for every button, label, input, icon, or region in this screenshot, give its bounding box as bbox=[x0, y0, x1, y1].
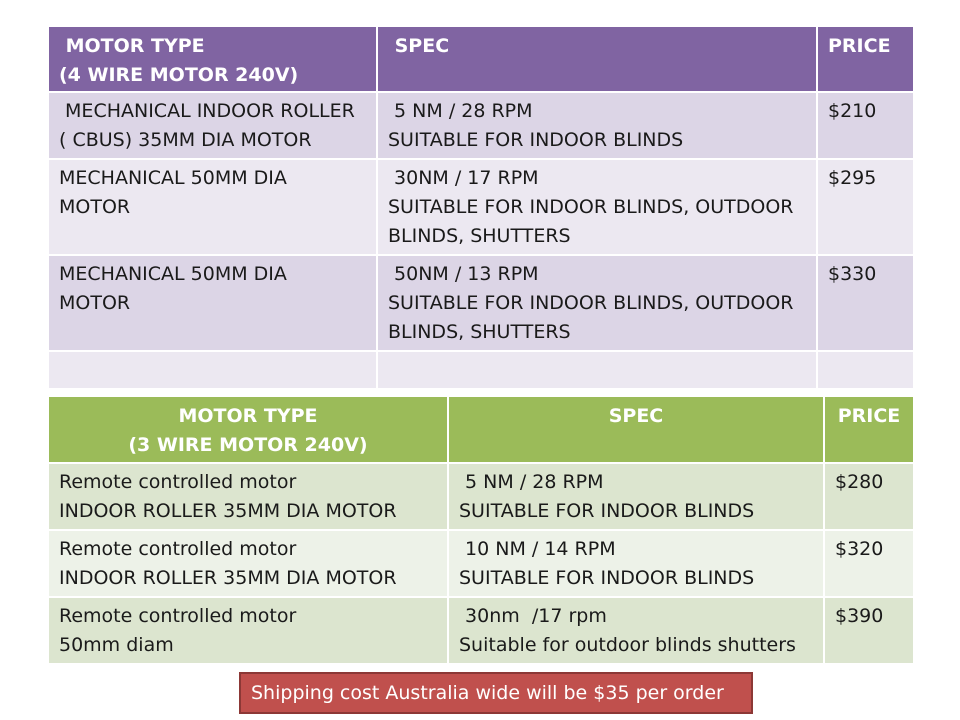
cell-spec: 5 NM / 28 RPM SUITABLE FOR INDOOR BLINDS bbox=[448, 463, 824, 530]
cell-motor-type: Remote controlled motor INDOOR ROLLER 35MM DIA MOTOR bbox=[48, 463, 448, 530]
table-row bbox=[48, 255, 914, 351]
cell-motor-type: Remote controlled motor 50mm diam bbox=[48, 597, 448, 664]
shipping-note: Shipping cost Australia wide will be $35 per order bbox=[239, 672, 753, 714]
cell-motor-type: MECHANICAL INDOOR ROLLER ( CBUS) 35MM DIA MOTOR bbox=[48, 92, 377, 159]
cell-empty bbox=[817, 351, 914, 389]
motor-table-4-wire bbox=[47, 25, 915, 390]
cell-spec: 10 NM / 14 RPM SUITABLE FOR INDOOR BLINDS bbox=[448, 530, 824, 597]
table-row bbox=[48, 92, 914, 159]
cell-price: $390 bbox=[824, 597, 914, 664]
table-row-empty bbox=[48, 351, 914, 389]
table-row bbox=[48, 463, 914, 530]
cell-motor-type: Remote controlled motor INDOOR ROLLER 35MM DIA MOTOR bbox=[48, 530, 448, 597]
table-row bbox=[48, 530, 914, 597]
cell-spec: 5 NM / 28 RPM SUITABLE FOR INDOOR BLINDS bbox=[377, 92, 817, 159]
cell-spec: 30nm /17 rpm Suitable for outdoor blinds shutters bbox=[448, 597, 824, 664]
cell-price: $210 bbox=[817, 92, 914, 159]
table-row bbox=[48, 597, 914, 664]
header-motor-type: MOTOR TYPE (4 WIRE MOTOR 240V) bbox=[48, 26, 377, 92]
cell-spec: 50NM / 13 RPM SUITABLE FOR INDOOR BLINDS, OUTDOOR BLINDS, SHUTTERS bbox=[377, 255, 817, 351]
cell-price: $320 bbox=[824, 530, 914, 597]
cell-motor-type: MECHANICAL 50MM DIA MOTOR bbox=[48, 159, 377, 255]
table-row bbox=[48, 159, 914, 255]
header-price: PRICE bbox=[817, 26, 914, 92]
cell-empty bbox=[48, 351, 377, 389]
header-motor-type: MOTOR TYPE (3 WIRE MOTOR 240V) bbox=[48, 396, 448, 463]
cell-motor-type: MECHANICAL 50MM DIA MOTOR bbox=[48, 255, 377, 351]
cell-price: $295 bbox=[817, 159, 914, 255]
cell-empty bbox=[377, 351, 817, 389]
header-spec: SPEC bbox=[448, 396, 824, 463]
cell-spec: 30NM / 17 RPM SUITABLE FOR INDOOR BLINDS, OUTDOOR BLINDS, SHUTTERS bbox=[377, 159, 817, 255]
table-header-row bbox=[48, 26, 914, 92]
cell-price: $330 bbox=[817, 255, 914, 351]
cell-price: $280 bbox=[824, 463, 914, 530]
header-spec: SPEC bbox=[377, 26, 817, 92]
motor-table-3-wire bbox=[47, 395, 915, 665]
header-price: PRICE bbox=[824, 396, 914, 463]
table-header-row bbox=[48, 396, 914, 463]
